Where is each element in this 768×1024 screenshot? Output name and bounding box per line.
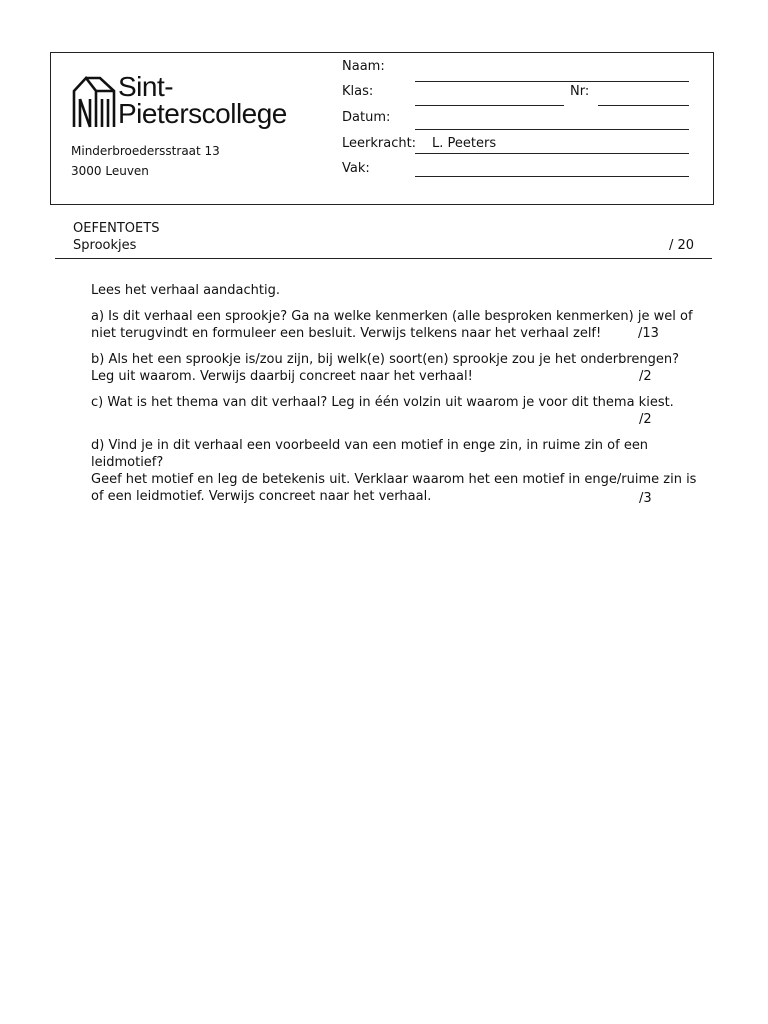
score-a: /13	[638, 326, 659, 341]
score-b: /2	[639, 369, 652, 384]
question-b	[91, 351, 679, 385]
datum-field[interactable]	[415, 129, 689, 130]
test-type: OEFENTOETS	[73, 221, 160, 236]
vak-label: Vak:	[342, 161, 370, 176]
datum-label: Datum:	[342, 110, 391, 125]
question-line: Geef het motief en leg de betekenis uit. Verklaar waarom het een motief in enge/ruime zin is	[91, 472, 697, 487]
instructions: Lees het verhaal aandachtig.	[91, 283, 280, 298]
address-city: 3000 Leuven	[71, 164, 149, 178]
question-line: a) Is dit verhaal een sprookje? Ga na welke kenmerken (alle besproken kenmerken) je wel of	[91, 309, 693, 324]
score-d: /3	[639, 491, 652, 506]
nr-field[interactable]	[598, 105, 689, 106]
klas-label: Klas:	[342, 84, 374, 99]
question-line: c) Wat is het thema van dit verhaal? Leg in één volzin uit waarom je voor dit thema kiest.	[91, 395, 674, 410]
question-line: Leg uit waarom. Verwijs daarbij concreet naar het verhaal!	[91, 369, 473, 384]
question-d	[91, 437, 696, 505]
school-name-line1: Sint-	[118, 71, 174, 102]
leerkracht-label: Leerkracht:	[342, 136, 417, 151]
header-box	[50, 52, 714, 205]
question-line: leidmotief?	[91, 455, 164, 470]
vak-field[interactable]	[415, 176, 689, 177]
question-line: of een leidmotief. Verwijs concreet naar het verhaal.	[91, 489, 432, 504]
separator-line	[55, 258, 712, 259]
leerkracht-field[interactable]	[415, 153, 689, 154]
question-c	[91, 394, 674, 411]
question-line: d) Vind je in dit verhaal een voorbeeld van een motief in enge zin, in ruime zin of een	[91, 438, 649, 453]
leerkracht-value: L. Peeters	[432, 136, 497, 151]
test-subject: Sprookjes	[73, 238, 137, 253]
score-c: /2	[639, 412, 652, 427]
school-logo	[72, 73, 302, 131]
naam-field[interactable]	[415, 81, 689, 82]
address-street: Minderbroedersstraat 13	[71, 144, 220, 158]
klas-field[interactable]	[415, 105, 564, 106]
question-a	[91, 308, 693, 342]
nr-label: Nr:	[570, 84, 590, 99]
question-line: niet terugvindt en formuleer een besluit. Verwijs telkens naar het verhaal zelf!	[91, 326, 602, 341]
school-name-line2: Pieterscollege	[118, 98, 287, 129]
test-total-score: / 20	[669, 238, 695, 253]
question-line: b) Als het een sprookje is/zou zijn, bij welk(e) soort(en) sprookje zou je het onderbrengen?	[91, 352, 680, 367]
school-building-icon	[72, 75, 116, 129]
naam-label: Naam:	[342, 59, 385, 74]
